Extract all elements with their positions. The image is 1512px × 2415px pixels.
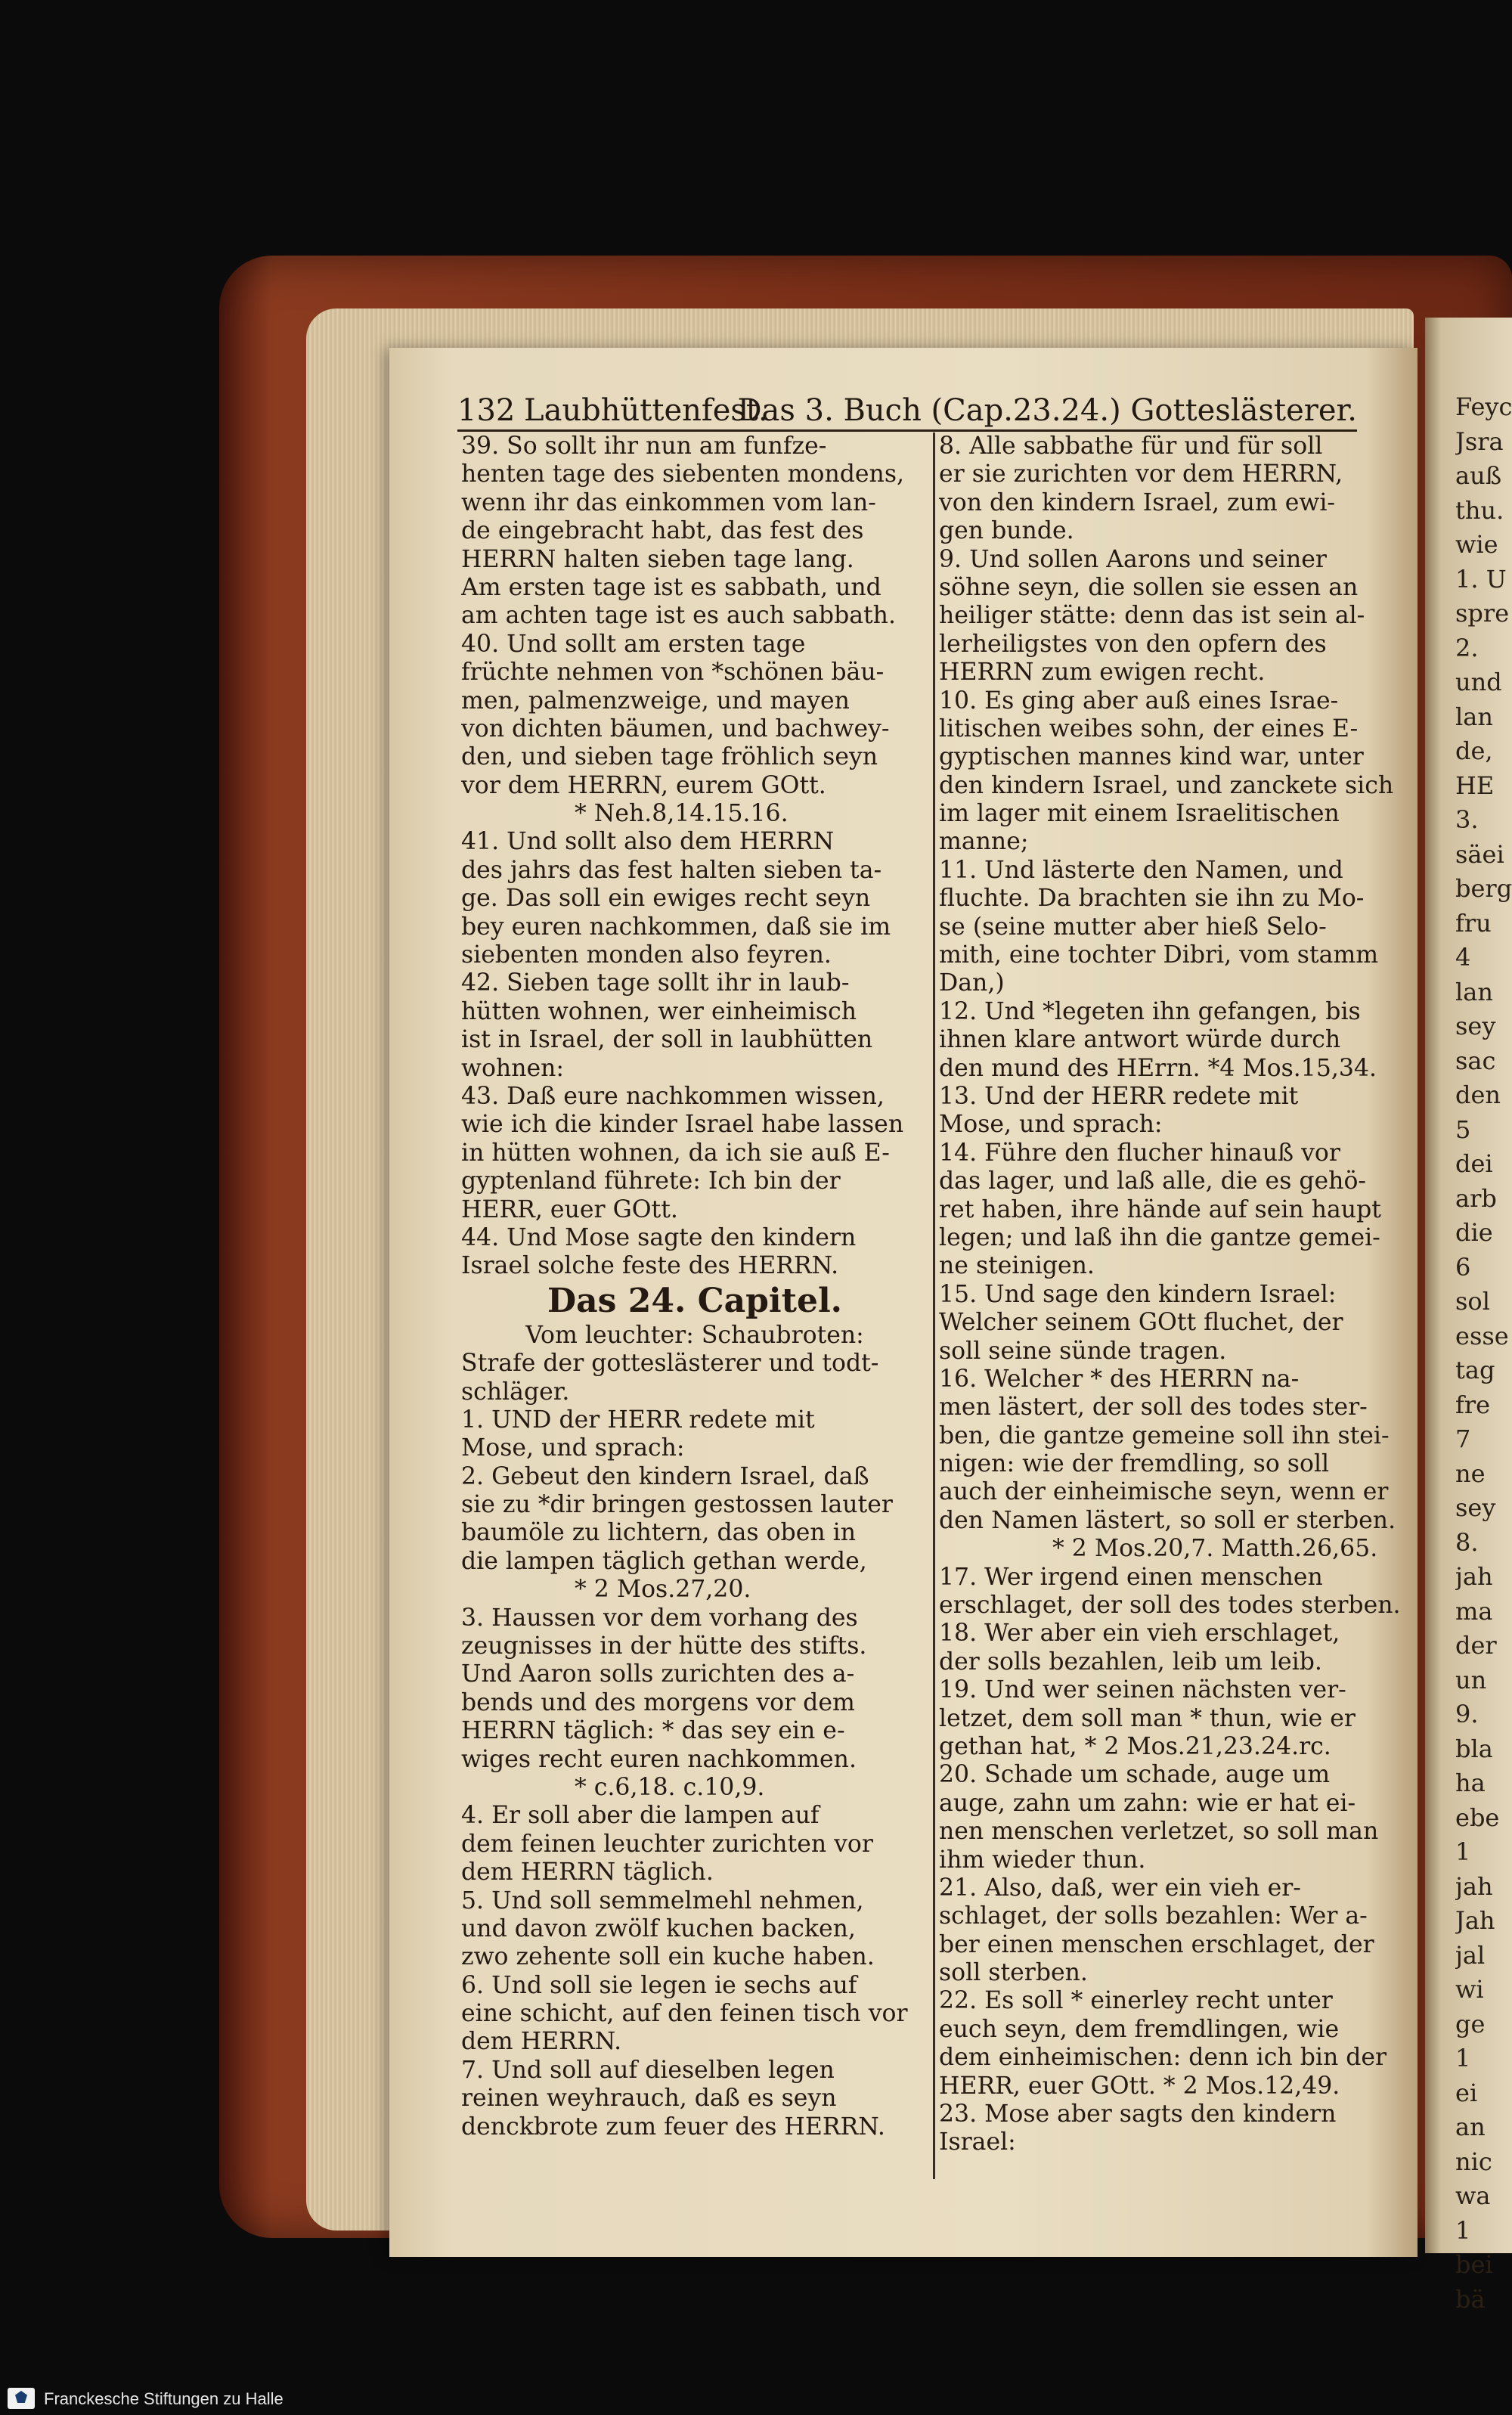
facing-page-fragment: 1: [1455, 1838, 1471, 1865]
page-number: 132: [457, 393, 516, 428]
facing-page-fragment: HE: [1455, 771, 1495, 799]
text-line: wiges recht euren nachkommen.: [461, 1745, 857, 1773]
facing-page-fragment: sac: [1455, 1046, 1496, 1074]
facing-page-fragment: lan: [1455, 702, 1493, 730]
text-line: von dichten bäumen, und bachwey-: [461, 715, 890, 742]
text-line: 1. UND der HERR redete mit: [461, 1406, 815, 1434]
text-line: ben, die gantze gemeine soll ihn stei-: [939, 1421, 1390, 1449]
text-line: von den kindern Israel, zum ewi-: [939, 488, 1336, 516]
text-line: sie zu *dir bringen gestossen lauter: [461, 1491, 893, 1519]
text-line: hütten wohnen, wer einheimisch: [461, 997, 857, 1025]
text-line: 13. Und der HERR redete mit: [939, 1082, 1299, 1110]
text-line: schläger.: [461, 1378, 570, 1406]
text-line: vor dem HERRN, eurem GOtt.: [461, 771, 826, 799]
facing-page-fragment: ma: [1455, 1597, 1493, 1625]
text-line: dem einheimischen: denn ich bin der: [939, 2044, 1387, 2072]
facing-page-fragment: jah: [1455, 1872, 1493, 1900]
text-line: 44. Und Mose sagte den kindern: [461, 1223, 857, 1251]
facing-page-fragment: 8.: [1455, 1528, 1479, 1556]
text-line: 40. Und sollt am ersten tage: [461, 630, 806, 658]
text-line: ret haben, ihre hände auf sein haupt: [939, 1195, 1381, 1223]
text-line: HERRN halten sieben tage lang.: [461, 545, 854, 573]
text-line: 4. Er soll aber die lampen auf: [461, 1802, 820, 1830]
facing-page-fragment: an: [1455, 2113, 1486, 2141]
facing-page-fragment: 9.: [1455, 1700, 1479, 1728]
text-line: letzet, dem soll man * thun, wie er: [939, 1704, 1356, 1732]
text-line: 10. Es ging aber auß eines Israe-: [939, 687, 1339, 715]
text-line: henten tage des siebenten mondens,: [461, 460, 905, 488]
facing-page-fragment: lan: [1455, 978, 1493, 1006]
facing-page-fragment: ha: [1455, 1769, 1486, 1797]
facing-page-fragment: fru: [1455, 909, 1492, 937]
text-line: * c.6,18. c.10,9.: [575, 1773, 765, 1801]
facing-page-fragment: berg: [1455, 875, 1512, 902]
institution-logo-icon: [8, 2388, 35, 2409]
text-line: dem feinen leuchter zurichten vor: [461, 1830, 873, 1858]
text-line: HERRN zum ewigen recht.: [939, 659, 1266, 687]
text-line: früchte nehmen von *schönen bäu-: [461, 659, 885, 687]
text-line: se (seine mutter aber hieß Selo-: [939, 913, 1327, 941]
text-line: 2. Gebeut den kindern Israel, daß: [461, 1462, 869, 1490]
facing-page-fragment: den: [1455, 1081, 1501, 1108]
text-line: Welcher seinem GOtt fluchet, der: [939, 1309, 1343, 1337]
text-line: ne steinigen.: [939, 1252, 1095, 1280]
text-line: ber einen menschen erschlaget, der: [939, 1930, 1374, 1958]
text-line: erschlaget, der soll des todes sterben.: [939, 1592, 1401, 1620]
facing-page-fragment: 3.: [1455, 806, 1479, 833]
text-line: Israel solche feste des HERRN.: [461, 1252, 839, 1280]
text-line: 14. Führe den flucher hinauß vor: [939, 1139, 1340, 1167]
text-line: 8. Alle sabbathe für und für soll: [939, 432, 1323, 460]
text-line: 43. Daß eure nachkommen wissen,: [461, 1082, 885, 1110]
facing-page-fragment: bä: [1455, 2285, 1486, 2313]
text-line: 16. Welcher * des HERRN na-: [939, 1365, 1300, 1393]
text-line: wie ich die kinder Israel habe lassen: [461, 1111, 904, 1139]
facing-page-fragment: sey: [1455, 1012, 1496, 1040]
text-line: den Namen lästert, so soll er sterben.: [939, 1506, 1396, 1534]
text-line: euch seyn, dem fremdlingen, wie: [939, 2015, 1340, 2043]
text-line: lerheiligstes von den opfern des: [939, 630, 1327, 658]
facing-page-fragment: dei: [1455, 1150, 1493, 1177]
text-line: 42. Sieben tage sollt ihr in laub-: [461, 969, 850, 997]
text-line: 41. Und sollt also dem HERRN: [461, 828, 835, 856]
text-line: men lästert, der soll des todes ster-: [939, 1394, 1368, 1421]
text-line: 6. Und soll sie legen ie sechs auf: [461, 1971, 857, 1999]
text-line: zwo zehente soll ein kuche haben.: [461, 1943, 875, 1971]
facing-page-fragment: ge: [1455, 2010, 1486, 2038]
text-line: manne;: [939, 828, 1029, 856]
text-line: * 2 Mos.27,20.: [575, 1576, 751, 1604]
facing-page-fragment: auß: [1455, 462, 1502, 489]
facing-page-fragment: der: [1455, 1632, 1497, 1659]
facing-page-fragment: spre: [1455, 600, 1510, 627]
text-line: gen bunde.: [939, 517, 1074, 545]
text-line: dem HERRN.: [461, 2028, 622, 2056]
text-line: siebenten monden also feyren.: [461, 941, 832, 969]
facing-page-fragment: wi: [1455, 1976, 1484, 2003]
text-line: soll sterben.: [939, 1959, 1088, 1987]
text-line: Strafe der gotteslästerer und todt-: [461, 1350, 879, 1378]
text-line: baumöle zu lichtern, das oben in: [461, 1519, 856, 1547]
left-text-column: [461, 432, 935, 2179]
text-line: denckbrote zum feuer des HERRN.: [461, 2113, 885, 2141]
institution-credit: Franckesche Stiftungen zu Halle: [44, 2389, 284, 2408]
text-line: Das 24. Capitel.: [547, 1281, 842, 1320]
text-line: 7. Und soll auf dieselben legen: [461, 2056, 835, 2084]
text-line: HERRN täglich: * das sey ein e-: [461, 1717, 845, 1745]
text-line: Vom leuchter: Schaubroten:: [525, 1321, 864, 1349]
text-line: men, palmenzweige, und mayen: [461, 687, 850, 715]
text-line: ihnen klare antwort würde durch: [939, 1026, 1341, 1054]
text-line: söhne seyn, die sollen sie essen an: [939, 573, 1359, 601]
facing-page-fragment: und: [1455, 668, 1502, 696]
text-line: in hütten wohnen, da ich sie auß E-: [461, 1139, 890, 1167]
text-line: Dan,): [939, 969, 1005, 997]
text-line: er sie zurichten vor dem HERRN,: [939, 460, 1343, 488]
facing-page-fragment: 2.: [1455, 634, 1479, 662]
text-line: der solls bezahlen, leib um leib.: [939, 1648, 1322, 1676]
facing-page-fragment: 5: [1455, 1115, 1471, 1143]
text-line: 15. Und sage den kindern Israel:: [939, 1280, 1337, 1308]
facing-page-fragment: arb: [1455, 1184, 1497, 1212]
text-line: wenn ihr das einkommen vom lan-: [461, 488, 876, 516]
left-running-title: Laubhüttenfest.: [524, 393, 768, 428]
text-line: zeugnisses in der hütte des stifts.: [461, 1632, 867, 1660]
text-line: die lampen täglich gethan werde,: [461, 1547, 867, 1575]
facing-page-fragment: thu.: [1455, 496, 1504, 524]
text-line: soll seine sünde tragen.: [939, 1337, 1227, 1365]
facing-page-fragment: Jsra: [1455, 427, 1504, 455]
text-line: 20. Schade um schade, auge um: [939, 1761, 1331, 1789]
text-line: des jahrs das fest halten sieben ta-: [461, 856, 882, 884]
text-line: bey euren nachkommen, daß sie im: [461, 913, 891, 941]
text-line: ist in Israel, der soll in laubhütten: [461, 1026, 873, 1054]
text-line: heiliger stätte: denn das ist sein al-: [939, 602, 1365, 630]
text-line: litischen weibes sohn, der eines E-: [939, 715, 1359, 742]
facing-page-fragment: de,: [1455, 737, 1493, 764]
facing-page-fragment: 6: [1455, 1253, 1471, 1281]
text-line: den kindern Israel, und zanckete sich: [939, 771, 1394, 799]
facing-page-fragment: esse: [1455, 1322, 1509, 1350]
text-line: HERR, euer GOtt.: [461, 1195, 678, 1223]
facing-page-fragment: 7: [1455, 1425, 1471, 1452]
text-line: * 2 Mos.20,7. Matth.26,65.: [1052, 1535, 1378, 1563]
facing-page-fragment: bei: [1455, 2251, 1493, 2278]
text-line: HERR, euer GOtt. * 2 Mos.12,49.: [939, 2072, 1340, 2100]
text-line: im lager mit einem Israelitischen: [939, 800, 1340, 828]
facing-page-fragment: wie: [1455, 531, 1498, 558]
text-line: dem HERRN täglich.: [461, 1859, 714, 1886]
text-line: ihm wieder thun.: [939, 1846, 1146, 1874]
text-line: Mose, und sprach:: [461, 1434, 685, 1462]
facing-page-fragment: 1: [1455, 2045, 1471, 2072]
text-line: 21. Also, daß, wer ein vieh er-: [939, 1874, 1301, 1902]
text-line: auge, zahn um zahn: wie er hat ei-: [939, 1789, 1356, 1817]
facing-page-fragment: bla: [1455, 1735, 1493, 1762]
running-header: [457, 393, 1357, 432]
text-line: mith, eine tochter Dibri, vom stamm: [939, 941, 1379, 969]
text-line: wohnen:: [461, 1054, 565, 1082]
facing-page-fragment: fre: [1455, 1390, 1491, 1418]
text-line: fluchte. Da brachten sie ihn zu Mo-: [939, 885, 1365, 913]
facing-page-fragment: nic: [1455, 2147, 1492, 2175]
text-line: eine schicht, auf den feinen tisch vor: [461, 2000, 908, 2028]
facing-page-fragment: ei: [1455, 2079, 1478, 2107]
text-line: Und Aaron solls zurichten des a-: [461, 1660, 855, 1688]
text-line: schlaget, der solls bezahlen: Wer a-: [939, 1902, 1368, 1930]
facing-page-fragment: ebe: [1455, 1803, 1500, 1831]
text-line: 11. Und lästerte den Namen, und: [939, 856, 1343, 884]
text-line: gyptischen mannes kind war, unter: [939, 743, 1364, 771]
facing-page-fragment: sol: [1455, 1288, 1490, 1315]
facing-page-fragment: ne: [1455, 1459, 1486, 1487]
facing-page-fragment: 4: [1455, 944, 1471, 971]
text-line: und davon zwölf kuchen backen,: [461, 1914, 856, 1942]
right-text-column: [931, 432, 1402, 2179]
facing-page-fragment: Feyc: [1455, 393, 1512, 420]
text-line: de eingebracht habt, das fest des: [461, 517, 864, 545]
text-line: den, und sieben tage fröhlich seyn: [461, 743, 878, 771]
facing-page-fragment: jah: [1455, 1563, 1493, 1590]
facing-page-fragment: säei: [1455, 840, 1504, 868]
text-line: nigen: wie der fremdling, so soll: [939, 1450, 1330, 1478]
facing-page-fragment: 1: [1455, 2216, 1471, 2244]
text-line: gyptenland führete: Ich bin der: [461, 1167, 841, 1195]
text-line: 23. Mose aber sagts den kindern: [939, 2100, 1337, 2128]
facing-page-fragment: Jah: [1455, 1907, 1495, 1934]
right-running-title: Das 3. Buch (Cap.23.24.) Gotteslästerer.: [737, 393, 1357, 428]
text-line: legen; und laß ihn die gantze gemei-: [939, 1223, 1380, 1251]
text-line: ge. Das soll ein ewiges recht seyn: [461, 885, 871, 913]
facing-page-fragment: wa: [1455, 2182, 1491, 2209]
text-line: Israel:: [939, 2128, 1016, 2156]
text-line: gethan hat, * 2 Mos.21,23.24.rc.: [939, 1732, 1331, 1760]
text-line: 9. Und sollen Aarons und seiner: [939, 545, 1327, 573]
text-line: 12. Und *legeten ihn gefangen, bis: [939, 997, 1361, 1025]
facing-page-fragment: jal: [1455, 1941, 1486, 1969]
text-line: nen menschen verletzet, so soll man: [939, 1818, 1379, 1846]
text-line: reinen weyhrauch, daß es seyn: [461, 2085, 837, 2113]
text-line: * Neh.8,14.15.16.: [575, 800, 789, 828]
text-line: 17. Wer irgend einen menschen: [939, 1563, 1323, 1591]
text-line: bends und des morgens vor dem: [461, 1688, 855, 1716]
text-line: 3. Haussen vor dem vorhang des: [461, 1604, 858, 1632]
facing-page-fragment: 1. U: [1455, 565, 1507, 593]
facing-page-fragment: sey: [1455, 1494, 1496, 1521]
text-line: auch der einheimische seyn, wenn er: [939, 1478, 1389, 1506]
text-line: 5. Und soll semmelmehl nehmen,: [461, 1886, 864, 1914]
text-line: das lager, und laß alle, die es gehö-: [939, 1167, 1367, 1195]
text-line: 19. Und wer seinen nächsten ver-: [939, 1676, 1346, 1704]
facing-page-fragment: die: [1455, 1219, 1493, 1246]
facing-page-fragment: tag: [1455, 1356, 1495, 1384]
text-line: Mose, und sprach:: [939, 1111, 1163, 1139]
text-line: am achten tage ist es auch sabbath.: [461, 602, 896, 630]
text-line: 22. Es soll * einerley recht unter: [939, 1987, 1333, 2015]
text-line: Am ersten tage ist es sabbath, und: [461, 573, 881, 601]
facing-page-fragment: un: [1455, 1666, 1487, 1694]
text-line: den mund des HErrn. *4 Mos.15,34.: [939, 1054, 1377, 1082]
text-line: 39. So sollt ihr nun am funfze-: [461, 432, 827, 460]
text-line: 18. Wer aber ein vieh erschlaget,: [939, 1620, 1340, 1648]
